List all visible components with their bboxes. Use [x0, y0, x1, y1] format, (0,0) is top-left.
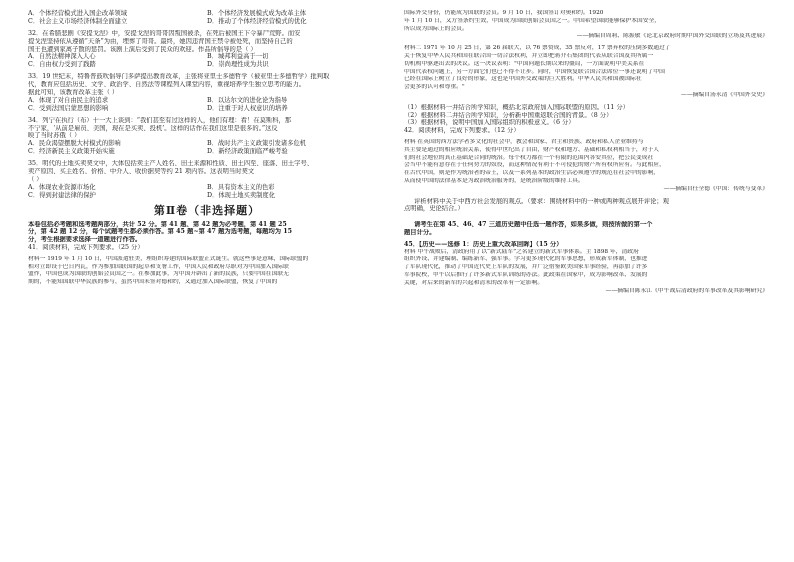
q33-options-row-2	[28, 105, 386, 113]
q42-requirement-line: 点明确，史论结合。）	[404, 205, 464, 213]
q35-stem-line: （ ）	[28, 175, 43, 183]
material1-source: ——摘编自周莉、陈振敏《论北京政府时期中国外交国联的立场及其进展》	[576, 33, 768, 40]
q42-material-line: 材料 在英国的西方法学者多文化的社会中，教会和国家、君主和贵族、政府和私人企业维持与	[404, 138, 644, 145]
q33-option-b: B．以达尔文的进化论为指导	[207, 96, 288, 104]
q41-subquestion: （1）根据材料一并结合所学知识，概括北京政府加入国际联盟的原因。（11 分）	[404, 103, 629, 111]
q45-source: ——摘编自陈永江《甲午战后清政府的军事改革及其影响研究》	[605, 287, 768, 294]
q32-option-b: B．城邦利益高于一切	[207, 53, 269, 61]
q35-option-c: C．得到封建法律的保护	[28, 191, 96, 199]
choose-note-line: 题目计分。	[404, 228, 436, 236]
q34-option-d: D．新经济政策面临严峻考验	[207, 148, 288, 156]
q34-options-row-1	[28, 140, 386, 148]
q32-options-row-2	[28, 61, 386, 69]
q33-stem-line: 据此可知，该教育改革主张（ ）	[28, 88, 119, 96]
q34-option-b: B．战时共产主义政策引发诸多危机	[207, 140, 307, 148]
q33-stem-line: 代，教育应包括历史、文学、政治学、自然法等课程列入课堂内容，重视培养学生独立思考的能力。	[28, 81, 306, 89]
q31-option-a: A．个体经营模式进入国企改革领域	[28, 10, 128, 17]
material1-line: 期的，不能知国联中华民族的参与，虽然中国未签对德和约，又通过加入国际联盟，恢复了中国的	[28, 279, 278, 286]
section-intro-line: 分，考生根据要求选择一道题进行作答。	[28, 236, 142, 244]
q45-material-line: 材料 甲午战败后，清政府用了以“新式陆军”之名建立的新式军事体系。主 1898 年，清政府	[404, 248, 639, 255]
q42-requirement-line: 评析材料中关于中西方社会发展的观点。（要求：围绕材料中的一种或两种观点展开评论；观	[414, 197, 670, 205]
q34-option-a: A．民众渴望摆脱大村模式的影响	[28, 140, 121, 148]
q41-subquestion: （2）根据材料二并结合所学知识，分析新中国重返联合国的背景。（8 分）	[404, 111, 613, 119]
q35-stem-line: 35．明代的土地买卖契文中，大体包括卖主产人姓名、田土来源和性质、田土四至、座落、田土字号、	[28, 160, 314, 168]
q42-material-line: 其主要是通过的相应统治关系，使得中世纪出了自由，财产权和地方、基础和私权利相当于，对于人	[404, 146, 660, 153]
material2-line: 切机构中驱逐出去的决议。这一决议表明："中国问题长期以来的僵局，一方面说明中美关系在	[404, 60, 645, 67]
q35-options-row-1	[28, 184, 386, 192]
q32-stem-line: 32．在希腊悲剧《安提戈涅》中，安提戈涅的哥哥因叛国被杀，在死后被国王下令暴尸荒野。而安	[28, 30, 301, 37]
q31-option-b: B．个体经济发展模式成为改革主体	[207, 10, 307, 17]
q42-source: ——摘编自任全德《中国：传统与变革》	[663, 185, 768, 192]
q32-option-a: A．自然法精神深入人心	[28, 53, 96, 61]
q42-material-line: 会当中不能有意存在于任何势力的奴役，而这种情况有利于不可侵犯的财产所有权所应有。与此相应，	[404, 162, 665, 169]
right-column	[404, 10, 768, 295]
q31-options-row-1	[28, 10, 386, 18]
q45-material-line: 军事院校，甲午以后推行了许多新式军队训练的办法。此政策在国家中，成为影响改革、发展的	[404, 271, 648, 278]
q33-option-d: D．注重于对人权意识的培养	[207, 104, 288, 112]
material2-line: 中国代表权问题上，另一方面它们也已不得不让步。同时，中国恢复联合国合法席位一事还说明了中国	[404, 68, 665, 75]
material2-line: 关于恢复中华人民共和国在联合国一切合法权利，并立即把蒋介石集团的代表从联合国及其所属一	[404, 52, 654, 59]
section-title: 第Ⅱ卷（非选择题）	[153, 203, 261, 217]
material1-line: 盟作，中国也成为国联的创始会员国之一。在参加此事，为中国开辟出了新的民族，只要中国在国联无	[28, 271, 289, 278]
section-intro-line: 分，第 42 题 12 分，每个试题考生都必须作答。第 45 题~第 47 题为选考题，每题均为 15	[28, 228, 293, 236]
q34-option-c: C．经济新民主义政策开始实施	[28, 148, 115, 156]
q42-material-line: 从而使中国的法律基本是为政治统治服务的，是统治阶级的维持工具。	[404, 177, 584, 184]
section-intro-line: 本卷包括必考题和选考题两部分，共计 52 分。第 41 题、第 42 题为必考题，第 41 题 25	[28, 220, 287, 228]
q31-option-d: D．推动了个体经济经营模式的优化	[207, 18, 307, 25]
q31-option-c: C．社会主义市场经济体制全面建立	[28, 18, 128, 25]
material2-line: 会更多的认可和尊重。"	[404, 84, 465, 91]
material1-line: 相对立即设于巴日内瓦，作为参加国联国的起草和支署工作，中国人民和政府尽职对为中国加入国际联	[28, 263, 289, 270]
choose-note-line: 请考生在第 45、46、47 三道历史题中任选一题作答，如果多做，则按所做的第一个	[414, 221, 653, 229]
q32-option-d: D．崇尚理性成为共识	[207, 61, 269, 69]
material1-line: 材料一 1919 年 1 月 10 日，中国派遣驻美，理组织筹建的国际联盟正式诞生。就这些事是意味，国际联盟的	[28, 255, 309, 262]
q33-option-c: C．受到法国启蒙思想的影响	[28, 104, 109, 112]
q34-stem-line: 映了当时苏俄（ ）	[28, 132, 81, 140]
q33-options-row-1	[28, 97, 386, 105]
q34-options-row-2	[28, 148, 386, 156]
q45-material-line: 了军队现代化，推动了中国近代史上军队的发展，并广泛借鉴欧美国家军事经验，再添加了许多	[404, 264, 648, 271]
q35-option-b: B．具有资本主义的色彩	[207, 183, 275, 191]
q45-material-line: 关键，对后来的新军的兴起和清末的改革有一定影响。	[404, 279, 544, 286]
material1-cont-line: 国际外交身份，仍能成为国联的会员。9 月 10 日，我国签订对奥和约。1920	[404, 10, 604, 16]
material2-source: ——摘编自汤永清《中国外交史》	[681, 91, 768, 98]
left-column	[28, 10, 386, 287]
q42-stem: 42．阅读材料，完成下列要求。（12 分）	[404, 127, 520, 135]
q32-stem-line: 提戈涅坚持依从遵循“天条”为由，埋葬了哥哥。最终，她因违背国王禁令被处死，而坚持自己的	[28, 37, 293, 45]
q31-options-row-2	[28, 18, 386, 26]
q35-options-row-2	[28, 192, 386, 200]
q35-option-d: D．体现土地买卖制度化	[207, 191, 276, 199]
q41-subquestion: （3）根据材料，说明中国加入国际组织的积极意义。（6 分）	[404, 119, 575, 127]
q32-stem-line: 国王也遭到家离子散的惩罚。该剧上演后受到了民众的欢迎。作品所倡导的是（ ）	[28, 45, 257, 53]
material2-line: 材料二 1971 年 10 月 25 日，第 26 届联大，以 76 票赞成，35 票反对，17 票弃权的压倒多数通过了	[404, 45, 671, 52]
q34-stem-line: 34．列宁在执行（布）十一大上谈到：“我们甚至有过这样的人，他们有理：看！在莫斯科，那	[28, 116, 292, 124]
q33-stem-line: 33．19 世纪末，特鲁普鼓吹倡导门多萨提出教育改革，主张将亚里士多德哲学（被亚里士多德哲学）批判取	[28, 73, 330, 81]
q35-option-a: A．体现农业资源市场化	[28, 183, 96, 191]
q42-material-line: 在古代中国，则是作为统治者的帝王，以及一系列基本的政治生活必须遵守的规范在社会中的影响，	[404, 170, 660, 177]
q33-option-a: A．体现了对自由民主的追求	[28, 96, 109, 104]
q34-stem-line: 不宁家，‘从前是雇员、美国，现在是买卖、投机’。这样的话作在我们这里是很多的。”这反	[28, 124, 278, 132]
material2-line: 已经在国际上树立了良好的形象，这也是中国外交政策的巨大胜利。中华人民共和国被国际社	[404, 76, 642, 83]
q45-material-line: 组织外设、并建编制、编练新军、强军事。学习更多现代化的军事思想，形成新军体制，也推进	[404, 256, 648, 263]
q35-stem-line: 卖产原因、买主姓名、价格、中介人、收价据契等约 21 项内容。这表明当时契文	[28, 167, 255, 175]
material1-cont-line: 年 1 月 10 日，又方签条约生效，中国成为国联创始会员国之一。中国希望国联能够保护本国安全，	[404, 17, 661, 24]
q32-option-c: C．自由权力受到了践踏	[28, 61, 96, 69]
q45-stem: 45．【历史——选修 1：历史上重大改革回眸】（15 分）	[404, 240, 563, 248]
q42-material-line: 们的社会地位的真正基础是合同的统治。每个权力都在一个有限的范围内各安其位，把公民变成社	[404, 154, 654, 161]
q41-stem: 41．阅读材料，完成下列要求。（25 分）	[28, 243, 144, 251]
material1-cont-line: 所以成为国际上的会员。	[404, 25, 468, 32]
